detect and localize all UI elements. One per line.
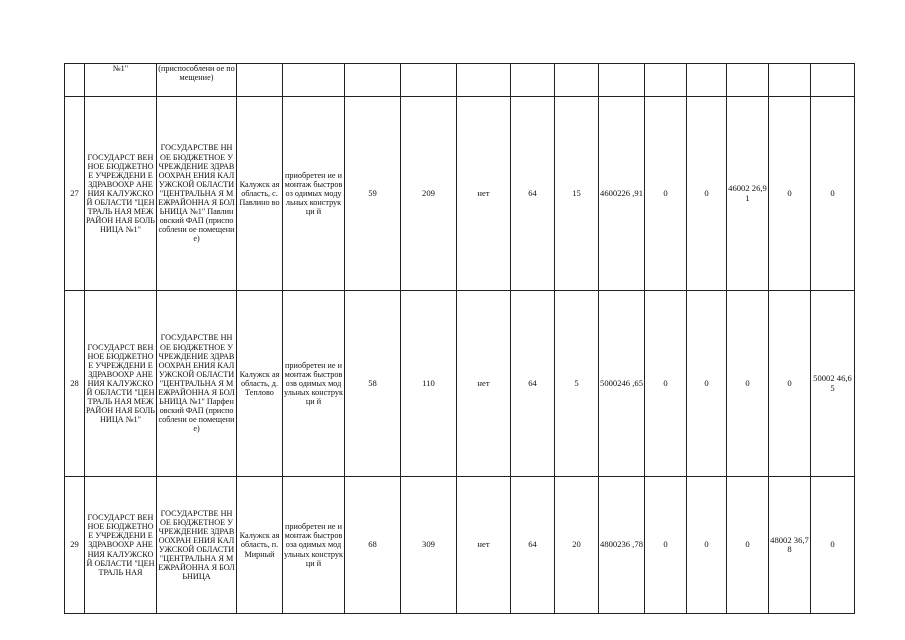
cell-index: 28	[65, 291, 85, 477]
cell-c10: 15	[555, 97, 599, 291]
cell-c9: 64	[511, 97, 555, 291]
cell-index: 29	[65, 477, 85, 614]
cell-activity: приобретен ие и монтаж быстровозв одимых модульных конструкци й	[283, 291, 345, 477]
cell-c14	[727, 64, 769, 97]
cell-c12: 0	[645, 291, 687, 477]
cell-c12: 0	[645, 477, 687, 614]
cell-c13: 0	[687, 477, 727, 614]
cell-c7: 209	[401, 97, 457, 291]
cell-c15: 0	[769, 97, 811, 291]
cell-c6	[345, 64, 401, 97]
cell-c10	[555, 64, 599, 97]
cell-activity: приобретен ие и монтаж быстровоза одимых модульных конструкци й	[283, 477, 345, 614]
cell-activity	[283, 64, 345, 97]
cell-c11	[599, 64, 645, 97]
cell-c9: 64	[511, 477, 555, 614]
cell-c16: 0	[811, 97, 855, 291]
cell-c7: 110	[401, 291, 457, 477]
table-row-continued	[65, 64, 855, 97]
cell-activity: приобретен ие и монтаж быстровоз одимых модульных конструкци й	[283, 97, 345, 291]
table-row-28	[65, 291, 855, 477]
cell-c15: 0	[769, 291, 811, 477]
cell-c16	[811, 64, 855, 97]
cell-c11: 4600226 ,91	[599, 97, 645, 291]
cell-c13	[687, 64, 727, 97]
cell-location: Калужск ая область, д. Теплово	[237, 291, 283, 477]
cell-c8: нет	[457, 97, 511, 291]
cell-facility: (приспособлени ое помещение)	[157, 64, 237, 97]
cell-c8: нет	[457, 477, 511, 614]
cell-c8: нет	[457, 291, 511, 477]
facilities-table	[64, 63, 855, 614]
cell-c10: 5	[555, 291, 599, 477]
cell-c9	[511, 64, 555, 97]
cell-c13: 0	[687, 97, 727, 291]
cell-c11: 4800236 ,78	[599, 477, 645, 614]
cell-index	[65, 64, 85, 97]
cell-facility: ГОСУДАРСТВЕ ННОЕ БЮДЖЕТНОЕ УЧРЕЖДЕНИЕ ЗДРАВООХРАН ЕНИЯ КАЛУЖСКОЙ ОБЛАСТИ "ЦЕНТРАЛЬНА Я МЕЖРАЙОННА Я БОЛЬНИЦА №1" Парфеновский ФАП (приспособлени ое помещение)	[157, 291, 237, 477]
cell-c6: 59	[345, 97, 401, 291]
cell-c14: 0	[727, 291, 769, 477]
cell-c9: 64	[511, 291, 555, 477]
cell-c7	[401, 64, 457, 97]
table-row-29	[65, 477, 855, 614]
cell-c16: 50002 46,65	[811, 291, 855, 477]
cell-c15: 48002 36,78	[769, 477, 811, 614]
cell-institution: ГОСУДАРСТ ВЕННОЕ БЮДЖЕТНО Е УЧРЕЖДЕНИ Е ЗДРАВООХР АНЕНИЯ КАЛУЖСКО Й ОБЛАСТИ "ЦЕНТРАЛЬ НАЯ МЕЖРАЙОН НАЯ БОЛЬНИЦА №1"	[85, 97, 157, 291]
cell-location	[237, 64, 283, 97]
cell-c6: 68	[345, 477, 401, 614]
cell-c10: 20	[555, 477, 599, 614]
cell-c16: 0	[811, 477, 855, 614]
cell-facility: ГОСУДАРСТВЕ ННОЕ БЮДЖЕТНОЕ УЧРЕЖДЕНИЕ ЗДРАВООХРАН ЕНИЯ КАЛУЖСКОЙ ОБЛАСТИ "ЦЕНТРАЛЬНА Я МЕЖРАЙОННА Я БОЛЬНИЦА	[157, 477, 237, 614]
table-row-27	[65, 97, 855, 291]
cell-c12	[645, 64, 687, 97]
cell-c11: 5000246 ,65	[599, 291, 645, 477]
cell-location: Калужск ая область, с. Павлино во	[237, 97, 283, 291]
cell-c8	[457, 64, 511, 97]
cell-c14: 0	[727, 477, 769, 614]
cell-facility: ГОСУДАРСТВЕ ННОЕ БЮДЖЕТНОЕ УЧРЕЖДЕНИЕ ЗДРАВООХРАН ЕНИЯ КАЛУЖСКОЙ ОБЛАСТИ "ЦЕНТРАЛЬНА Я МЕЖРАЙОННА Я БОЛЬНИЦА №1" Павлиновский ФАП (приспособлени ое помещение)	[157, 97, 237, 291]
cell-c7: 309	[401, 477, 457, 614]
cell-c6: 58	[345, 291, 401, 477]
cell-c14: 46002 26,91	[727, 97, 769, 291]
cell-location: Калужск ая область, п. Мирный	[237, 477, 283, 614]
cell-c13: 0	[687, 291, 727, 477]
cell-institution: ГОСУДАРСТ ВЕННОЕ БЮДЖЕТНО Е УЧРЕЖДЕНИ Е ЗДРАВООХР АНЕНИЯ КАЛУЖСКО Й ОБЛАСТИ "ЦЕНТРАЛЬ НАЯ	[85, 477, 157, 614]
cell-c15	[769, 64, 811, 97]
cell-institution: ГОСУДАРСТ ВЕННОЕ БЮДЖЕТНО Е УЧРЕЖДЕНИ Е ЗДРАВООХР АНЕНИЯ КАЛУЖСКО Й ОБЛАСТИ "ЦЕНТРАЛЬ НАЯ МЕЖРАЙОН НАЯ БОЛЬНИЦА №1"	[85, 291, 157, 477]
cell-c12: 0	[645, 97, 687, 291]
cell-index: 27	[65, 97, 85, 291]
cell-institution: №1"	[85, 64, 157, 97]
